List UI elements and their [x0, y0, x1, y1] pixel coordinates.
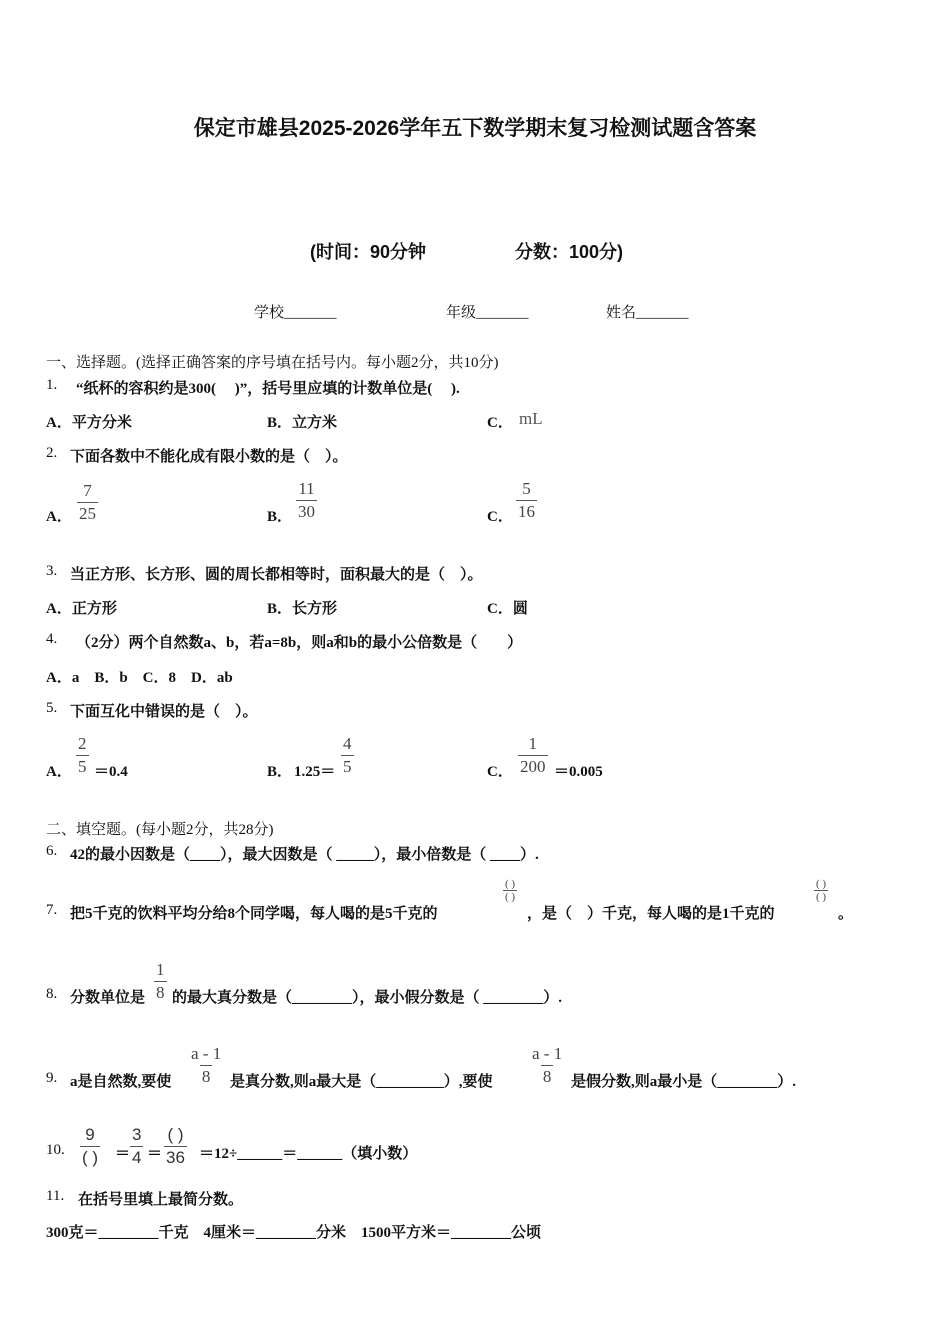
- q10-fraction-2: [130, 1124, 143, 1169]
- numerator: a - 1: [532, 1044, 563, 1063]
- q9-text-part2: 是真分数,则a最大是（_________）,要使: [230, 1074, 493, 1090]
- q7-blank-fraction-1: [503, 878, 517, 903]
- q2-option-c-fraction: [516, 478, 537, 523]
- denominator: 8: [156, 983, 165, 1002]
- numerator: a - 1: [191, 1044, 222, 1063]
- q9-text-part1: a是自然数,要使: [70, 1074, 172, 1090]
- q3-option-c: C．圆: [487, 601, 528, 617]
- numerator: 1: [156, 960, 165, 979]
- numerator: 5: [522, 479, 531, 498]
- q7-text-part2: ，是（ ）千克，每人喝的是1千克的: [527, 906, 775, 922]
- numerator: 1: [528, 734, 537, 753]
- denominator: 16: [518, 502, 535, 521]
- denominator: 5: [78, 757, 87, 776]
- denominator: 25: [79, 504, 96, 523]
- page-title: 保定市雄县2025-2026学年五下数学期末复习检测试题含答案: [193, 117, 757, 140]
- q8-text-part1: 分数单位是: [70, 990, 146, 1006]
- q10-equals-2: ＝: [147, 1146, 163, 1162]
- q7-number: 7.: [46, 902, 58, 918]
- denominator: 4: [132, 1148, 142, 1167]
- q2-option-c-label: C．: [487, 509, 513, 525]
- numerator: 2: [78, 734, 87, 753]
- denominator: 200: [520, 757, 546, 776]
- q2-option-b-label: B．: [267, 509, 293, 525]
- q5-option-a-tail: ＝0.4: [94, 764, 128, 780]
- q1-text: “纸杯的容积约是300( )”，括号里应填的计数单位是( ).: [76, 381, 460, 397]
- q2-option-a-label: A．: [46, 509, 72, 525]
- denominator: ( ): [505, 891, 516, 903]
- q10-tail: ＝12÷______＝______（填小数）: [199, 1146, 418, 1162]
- name-field: 姓名_______: [606, 305, 689, 321]
- q2-option-b-fraction: [296, 478, 317, 523]
- q5-number: 5.: [46, 700, 58, 716]
- school-field: 学校_______: [254, 305, 337, 321]
- numerator: ( ): [167, 1125, 184, 1144]
- q1-option-b: B．立方米: [267, 415, 338, 431]
- q5-option-c-fraction: [518, 733, 548, 778]
- exam-time: (时间：90分钟: [310, 242, 427, 262]
- q3-option-b: B．长方形: [267, 601, 338, 617]
- q8-number: 8.: [46, 986, 58, 1002]
- q5-option-c-tail: ＝0.005: [554, 764, 603, 780]
- q9-text-part3: 是假分数,则a最小是（________）.: [571, 1074, 797, 1090]
- q11-number: 11.: [46, 1188, 65, 1204]
- q4-number: 4.: [46, 631, 58, 647]
- q5-option-b-fraction: [341, 733, 354, 778]
- denominator: 8: [542, 1067, 552, 1086]
- section1-heading: 一、选择题。(选择正确答案的序号填在括号内。每小题2分，共10分): [46, 355, 499, 371]
- q1-option-c-label: C．: [487, 415, 513, 431]
- q2-number: 2.: [46, 445, 58, 461]
- denominator: ( ): [816, 891, 827, 903]
- numerator: 7: [83, 481, 92, 500]
- q10-fraction-3: [164, 1124, 187, 1169]
- q7-text-part1: 把5千克的饮料平均分给8个同学喝，每人喝的是5千克的: [70, 906, 438, 922]
- q8-fraction: [154, 959, 167, 1004]
- q10-fraction-1: [80, 1124, 100, 1169]
- q9-fraction-2: [530, 1043, 564, 1088]
- q1-number: 1.: [46, 377, 58, 393]
- numerator: 9: [85, 1125, 95, 1144]
- numerator: 11: [298, 479, 315, 498]
- denominator: 5: [343, 757, 352, 776]
- q1-option-a: A．平方分米: [46, 415, 132, 431]
- denominator: 8: [201, 1067, 211, 1086]
- denominator: ( ): [82, 1148, 99, 1167]
- q3-option-a: A．正方形: [46, 601, 117, 617]
- q4-options: A．a B．b C．8 D．ab: [46, 670, 233, 686]
- q7-blank-fraction-2: [814, 878, 828, 903]
- section2-heading: 二、填空题。(每小题2分，共28分): [46, 822, 274, 838]
- numerator: ( ): [505, 878, 516, 890]
- q10-number: 10.: [46, 1142, 65, 1158]
- q9-number: 9.: [46, 1070, 58, 1086]
- q2-text: 下面各数中不能化成有限小数的是（ ）。: [70, 449, 348, 465]
- q1-option-c-value: mL: [519, 409, 543, 428]
- numerator: 4: [343, 734, 352, 753]
- q3-text: 当正方形、长方形、圆的周长都相等时，面积最大的是（ ）。: [70, 567, 483, 583]
- q6-text: 42的最小因数是（____），最大因数是（ _____），最小倍数是（ ____）.: [70, 847, 539, 863]
- q5-option-a-label: A．: [46, 764, 72, 780]
- q7-text-part3: 。: [838, 906, 854, 922]
- denominator: 30: [298, 502, 315, 521]
- q5-text: 下面互化中错误的是（ ）。: [70, 704, 258, 720]
- q2-option-a-fraction: [77, 480, 98, 525]
- q5-option-c-label: C．: [487, 764, 513, 780]
- grade-field: 年级_______: [446, 305, 529, 321]
- q5-option-b-head: 1.25＝: [294, 764, 336, 780]
- denominator: 36: [166, 1148, 185, 1167]
- q8-text-part2: 的最大真分数是（________），最小假分数是（ ________）.: [172, 990, 563, 1006]
- q5-option-b-label: B．: [267, 764, 293, 780]
- q6-number: 6.: [46, 843, 58, 859]
- q11-blanks-line: 300克＝________千克 4厘米＝________分米 1500平方米＝________公顷: [46, 1225, 542, 1241]
- numerator: 3: [132, 1125, 142, 1144]
- numerator: ( ): [816, 878, 827, 890]
- q10-equals-1: ＝: [115, 1146, 131, 1162]
- q3-number: 3.: [46, 563, 58, 579]
- q5-option-a-fraction: [76, 733, 89, 778]
- exam-score: 分数：100分): [515, 242, 624, 262]
- q9-fraction-1: [189, 1043, 223, 1088]
- q11-text: 在括号里填上最简分数。: [78, 1192, 244, 1208]
- q4-text: （2分）两个自然数a、b，若a=8b，则a和b的最小公倍数是（ ）: [76, 635, 523, 651]
